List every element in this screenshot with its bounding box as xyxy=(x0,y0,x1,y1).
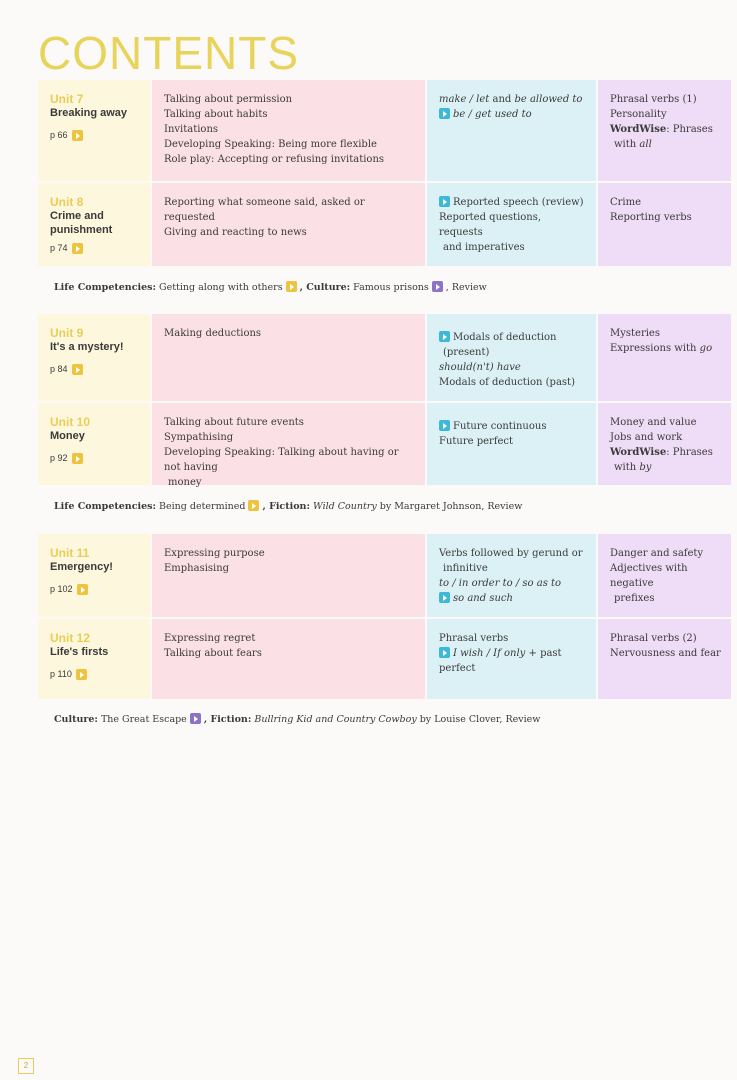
unit-title: Breaking away xyxy=(50,107,128,119)
unit-number: Unit 12 xyxy=(50,631,91,645)
unit-title: Crime and xyxy=(50,210,104,222)
grammar-item: (present) xyxy=(443,347,490,358)
play-icon[interactable] xyxy=(76,669,87,680)
play-icon[interactable] xyxy=(286,281,297,292)
unit-number: Unit 9 xyxy=(50,326,84,340)
play-icon[interactable] xyxy=(439,420,450,431)
unit-number: Unit 8 xyxy=(50,195,84,209)
grammar-item: Future continuous xyxy=(439,419,586,434)
functions-cell xyxy=(152,401,427,488)
functions-cell xyxy=(152,534,427,617)
grammar-item: Modals of deduction (past) xyxy=(439,377,575,388)
grammar-item: Verbs followed by gerund or xyxy=(439,548,583,559)
function-item: Developing Speaking: Being more flexible xyxy=(164,139,377,150)
unit-row-10 xyxy=(38,401,731,488)
grammar-item: I wish / If only + past perfect xyxy=(439,648,562,674)
function-item: Talking about fears xyxy=(164,648,262,659)
functions-cell xyxy=(152,617,427,699)
section-note: Culture: The Great Escape , Fiction: Bullring Kid and Country Cowboy by Louise Clover, Review xyxy=(54,714,541,725)
unit-title: Money xyxy=(50,430,85,442)
function-item: Expressing regret xyxy=(164,633,256,644)
unit-cell xyxy=(38,181,152,266)
function-item: Talking about future events xyxy=(164,417,304,428)
contents-block-1 xyxy=(38,80,731,266)
unit-number: Unit 10 xyxy=(50,415,91,429)
play-icon[interactable] xyxy=(190,713,201,724)
grammar-item: make / let and be allowed to xyxy=(439,94,583,105)
grammar-cell xyxy=(427,181,598,266)
function-item: Reporting what someone said, asked or requested xyxy=(164,197,365,223)
page-title: CONTENTS xyxy=(38,27,299,79)
vocab-item: prefixes xyxy=(614,593,655,604)
grammar-item: be / get used to xyxy=(439,107,586,122)
contents-block-2 xyxy=(38,314,731,488)
unit-cell xyxy=(38,534,152,617)
unit-row-9 xyxy=(38,314,731,401)
grammar-item: Reported questions, requests xyxy=(439,212,542,238)
grammar-item: so and such xyxy=(439,591,586,606)
vocabulary-cell xyxy=(598,534,731,617)
unit-page[interactable]: p 84 xyxy=(50,362,140,377)
wordwise-item: with all xyxy=(614,139,652,150)
function-item: Talking about habits xyxy=(164,109,268,120)
grammar-cell xyxy=(427,534,598,617)
play-icon[interactable] xyxy=(77,584,88,595)
unit-number: Unit 11 xyxy=(50,546,90,560)
play-icon[interactable] xyxy=(439,647,450,658)
vocab-item: Mysteries xyxy=(610,328,660,339)
vocab-item: Jobs and work xyxy=(610,432,683,443)
grammar-item: infinitive xyxy=(443,563,488,574)
unit-title: Life's firsts xyxy=(50,646,109,658)
function-item: Sympathising xyxy=(164,432,234,443)
vocab-item: Nervousness and fear xyxy=(610,648,721,659)
unit-row-7 xyxy=(38,80,731,181)
vocabulary-cell xyxy=(598,401,731,485)
unit-page[interactable]: p 110 xyxy=(50,667,140,682)
functions-cell xyxy=(152,80,427,181)
unit-title: Emergency! xyxy=(50,561,113,573)
vocabulary-cell xyxy=(598,181,731,266)
unit-cell xyxy=(38,314,152,401)
unit-row-8 xyxy=(38,181,731,266)
grammar-cell xyxy=(427,80,598,181)
vocab-item: Personality xyxy=(610,109,667,120)
unit-row-12 xyxy=(38,617,731,699)
play-icon[interactable] xyxy=(432,281,443,292)
functions-cell xyxy=(152,314,427,401)
unit-row-11 xyxy=(38,534,731,617)
unit-title: punishment xyxy=(50,224,113,236)
vocab-item: Crime xyxy=(610,197,642,208)
vocabulary-cell xyxy=(598,80,731,181)
vocab-item: Reporting verbs xyxy=(610,212,692,223)
grammar-item: Modals of deduction xyxy=(439,330,586,345)
contents-block-3 xyxy=(38,534,731,699)
vocab-item: Adjectives with negative xyxy=(610,563,688,589)
function-item: Emphasising xyxy=(164,563,230,574)
unit-page[interactable]: p 74 xyxy=(50,241,140,256)
function-item: money xyxy=(168,477,202,488)
page-number: 2 xyxy=(18,1058,34,1074)
unit-cell xyxy=(38,80,152,181)
play-icon[interactable] xyxy=(72,453,83,464)
play-icon[interactable] xyxy=(439,592,450,603)
grammar-item: Phrasal verbs xyxy=(439,633,509,644)
play-icon[interactable] xyxy=(72,364,83,375)
unit-cell xyxy=(38,617,152,699)
unit-title: It's a mystery! xyxy=(50,341,124,353)
section-note: Life Competencies: Being determined , Fiction: Wild Country by Margaret Johnson, Review xyxy=(54,501,523,512)
function-item: Giving and reacting to news xyxy=(164,227,307,238)
grammar-item: should(n't) have xyxy=(439,362,521,373)
grammar-item: Reported speech (review) xyxy=(439,195,586,210)
function-item: Developing Speaking: Talking about having or not having xyxy=(164,447,399,473)
grammar-cell xyxy=(427,617,598,699)
unit-page[interactable]: p 66 xyxy=(50,128,140,143)
function-item: Role play: Accepting or refusing invitations xyxy=(164,154,385,165)
unit-number: Unit 7 xyxy=(50,92,84,106)
function-item: Expressing purpose xyxy=(164,548,265,559)
unit-page[interactable]: p 102 xyxy=(50,582,140,597)
functions-cell xyxy=(152,181,427,266)
play-icon[interactable] xyxy=(72,130,83,141)
vocab-item: Danger and safety xyxy=(610,548,704,559)
vocab-item: Expressions with go xyxy=(610,343,713,354)
function-item: Invitations xyxy=(164,124,219,135)
grammar-item: Future perfect xyxy=(439,436,514,447)
vocabulary-cell xyxy=(598,617,731,699)
play-icon[interactable] xyxy=(439,196,450,207)
wordwise-item: WordWise: Phrases xyxy=(610,447,713,458)
grammar-cell xyxy=(427,401,598,485)
unit-page[interactable]: p 92 xyxy=(50,451,140,466)
play-icon[interactable] xyxy=(439,331,450,342)
vocab-item: Phrasal verbs (2) xyxy=(610,633,697,644)
grammar-item: to / in order to / so as to xyxy=(439,578,562,589)
grammar-cell xyxy=(427,314,598,401)
function-item: Making deductions xyxy=(164,328,262,339)
grammar-item: and imperatives xyxy=(443,242,525,253)
play-icon[interactable] xyxy=(72,243,83,254)
play-icon[interactable] xyxy=(248,500,259,511)
function-item: Talking about permission xyxy=(164,94,293,105)
wordwise-item: WordWise: Phrases xyxy=(610,124,713,135)
wordwise-item: with by xyxy=(614,462,652,473)
unit-cell xyxy=(38,401,152,485)
section-note: Life Competencies: Getting along with others , Culture: Famous prisons , Review xyxy=(54,282,487,293)
vocab-item: Phrasal verbs (1) xyxy=(610,94,697,105)
play-icon[interactable] xyxy=(439,108,450,119)
vocabulary-cell xyxy=(598,314,731,401)
vocab-item: Money and value xyxy=(610,417,697,428)
